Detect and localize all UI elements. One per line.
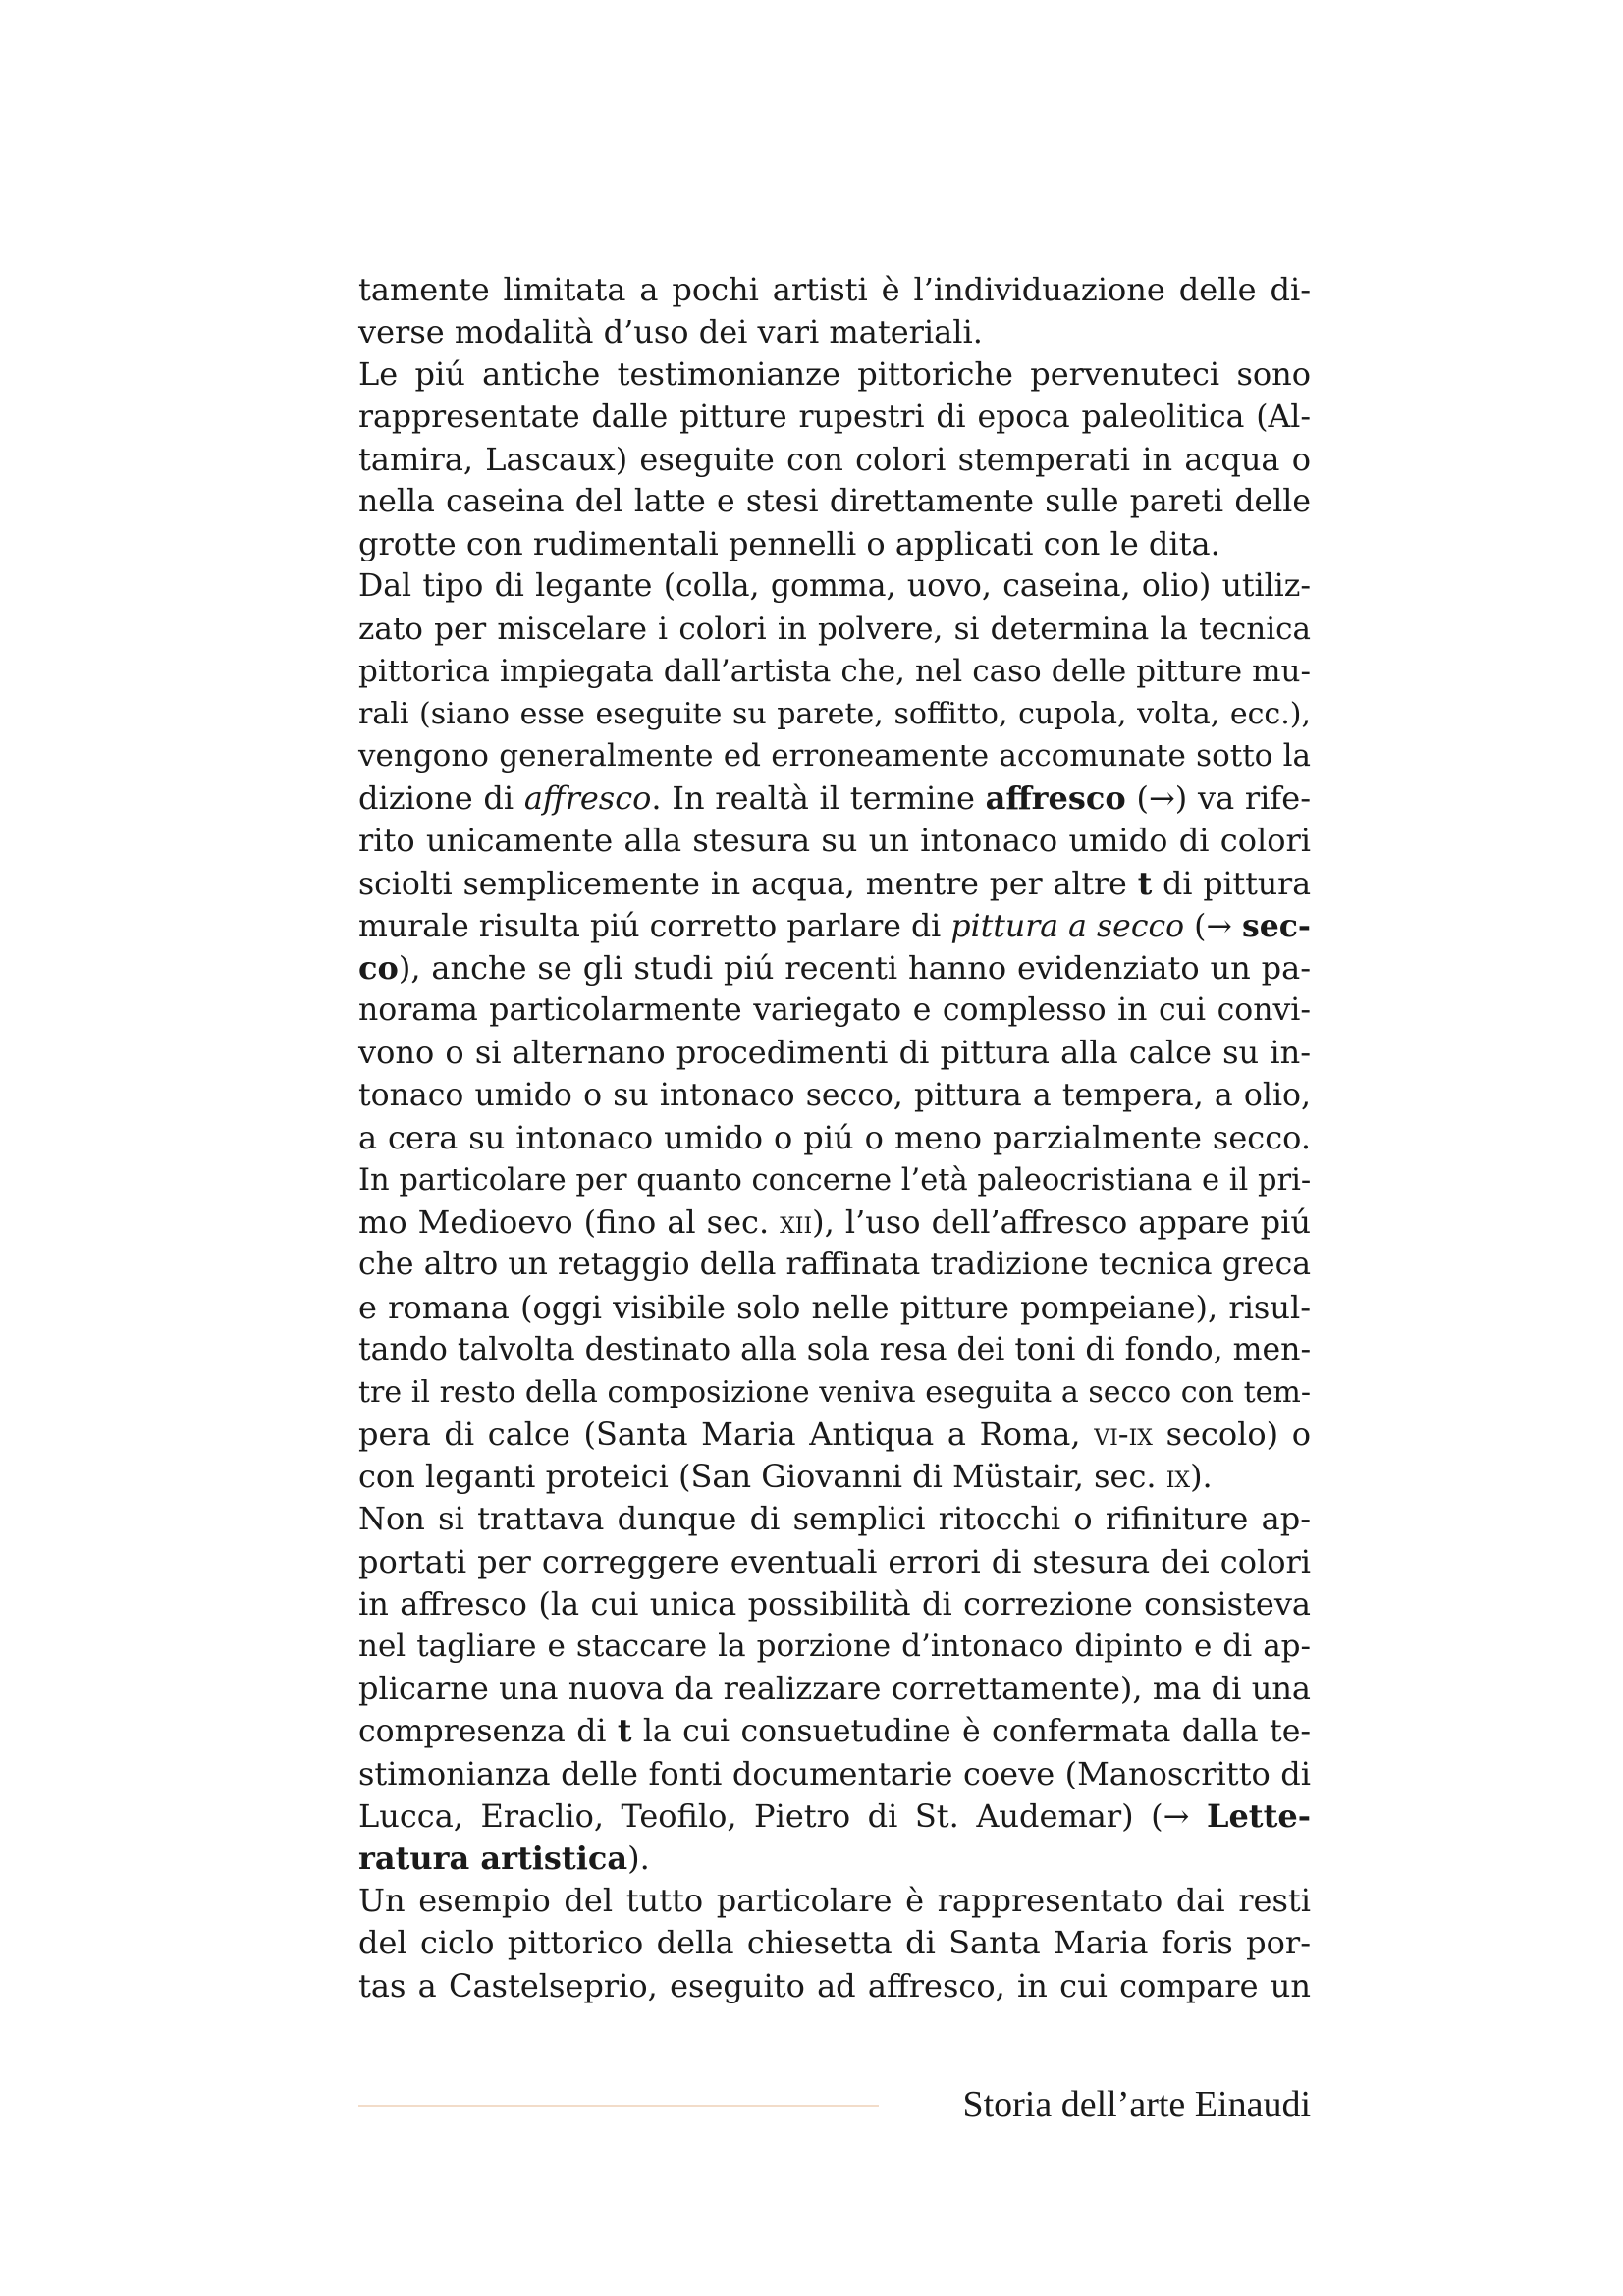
text-line: pittorica impiegata dall’artista che, nel caso delle pitture mu- [358, 653, 1311, 689]
text-line: grotte con rudimentali pennelli o applicati con le dita. [358, 525, 1220, 563]
text-line: nella caseina del latte e stesi direttamente sulle pareti delle [358, 483, 1311, 519]
text-line: tando talvolta destinato alla sola resa dei toni di fondo, men- [358, 1331, 1312, 1367]
italic-term: pittura a secco [950, 908, 1185, 944]
text-line: a cera su intonaco umido o piú o meno parzialmente secco. [358, 1118, 1311, 1156]
body-text [358, 269, 1311, 2007]
text-line: vengono generalmente ed erroneamente accomunate sotto la [358, 738, 1311, 774]
text-line: co), anche se gli studi piú recenti hanno evidenziato un pa- [358, 949, 1311, 987]
text-line: rito unicamente alla stesura su un intonaco umido di colori [358, 822, 1311, 860]
footer-rule [358, 2105, 879, 2107]
text-line: tas a Castelseprio, eseguito ad affresco, in cui compare un [358, 1966, 1311, 2004]
text-line: norama particolarmente variegato e complesso in cui convi- [358, 992, 1311, 1029]
text-line: Un esempio del tutto particolare è rappresentato dai resti [358, 1882, 1311, 1920]
cross-reference: sec- [1241, 907, 1311, 944]
text-line: sciolti semplicemente in acqua, mentre per altre t di pittura [358, 865, 1311, 902]
cross-reference: t [617, 1713, 632, 1750]
text-line: compresenza di t la cui consuetudine è confermata dalla te- [358, 1713, 1311, 1750]
text-line: rappresentate dalle pitture rupestri di epoca paleolitica (Al- [358, 399, 1311, 435]
text-line: mo Medioevo (fino al sec. xii), l’uso dell’affresco appare piú [358, 1203, 1311, 1242]
text-line: portati per correggere eventuali errori di stesura dei colori [358, 1542, 1311, 1580]
text-line: Le piú antiche testimonianze pittoriche pervenuteci sono [358, 355, 1311, 394]
text-line: zato per miscelare i colori in polvere, si determina la tecnica [358, 611, 1311, 647]
footer-title: Storia dell’arte Einaudi [962, 2084, 1311, 2125]
text-line: in affresco (la cui unica possibilità di correzione consisteva [358, 1584, 1311, 1623]
text-line: In particolare per quanto concerne l’età paleocristiana e il pri- [358, 1162, 1312, 1198]
text-line: rali (siano esse eseguite su parete, soffitto, cupola, volta, ecc.), [358, 696, 1311, 731]
text-line: tonaco umido o su intonaco secco, pittura a tempera, a olio, [358, 1077, 1311, 1113]
text-line: vono o si alternano procedimenti di pittura alla calce su in- [358, 1034, 1311, 1072]
text-line: dizione di affresco. In realtà il termine affresco (→) va rife- [358, 779, 1311, 818]
text-line: nel tagliare e staccare la porzione d’intonaco dipinto e di ap- [358, 1629, 1311, 1664]
cross-reference: ratura artistica [358, 1839, 628, 1877]
text-line: tamira, Lascaux) eseguite con colori stemperati in acqua o [358, 440, 1311, 478]
text-line: ratura artistica). [358, 1839, 650, 1877]
text-line: Dal tipo di legante (colla, gomma, uovo, caseina, olio) utiliz- [358, 568, 1311, 605]
text-line: verse modalità d’uso dei vari materiali. [358, 313, 983, 351]
text-line: Non si trattava dunque di semplici ritocchi o rifiniture ap- [358, 1500, 1311, 1538]
text-line: pera di calce (Santa Maria Antiqua a Roma, vi-ix secolo) o [358, 1415, 1312, 1454]
text-line: che altro un retaggio della raffinata tradizione tecnica greca [358, 1247, 1311, 1283]
cross-reference: t [1137, 865, 1153, 902]
text-line: Lucca, Eraclio, Teofilo, Pietro di St. Audemar) (→ Lette- [358, 1796, 1311, 1835]
text-line: e romana (oggi visibile solo nelle pitture pompeiane), risul- [358, 1288, 1311, 1326]
text-line: tamente limitata a pochi artisti è l’individuazione delle di- [358, 271, 1311, 308]
page-footer [358, 2077, 1311, 2136]
italic-term: affresco [523, 779, 652, 818]
text-line: del ciclo pittorico della chiesetta di Santa Maria foris por- [358, 1924, 1311, 1962]
text-line: con leganti proteici (San Giovanni di Müstair, sec. ix). [358, 1458, 1213, 1496]
cross-reference: co [358, 949, 399, 987]
text-line: plicarne una nuova da realizzare correttamente), ma di una [358, 1670, 1311, 1708]
cross-reference: Lette- [1206, 1796, 1311, 1835]
text-line: stimonianza delle fonti documentarie coeve (Manoscritto di [358, 1754, 1311, 1792]
text-line: murale risulta piú corretto parlare di pittura a secco (→ sec- [358, 907, 1311, 944]
text-line: tre il resto della composizione veniva eseguita a secco con tem- [358, 1374, 1311, 1410]
cross-reference: affresco [985, 779, 1126, 818]
